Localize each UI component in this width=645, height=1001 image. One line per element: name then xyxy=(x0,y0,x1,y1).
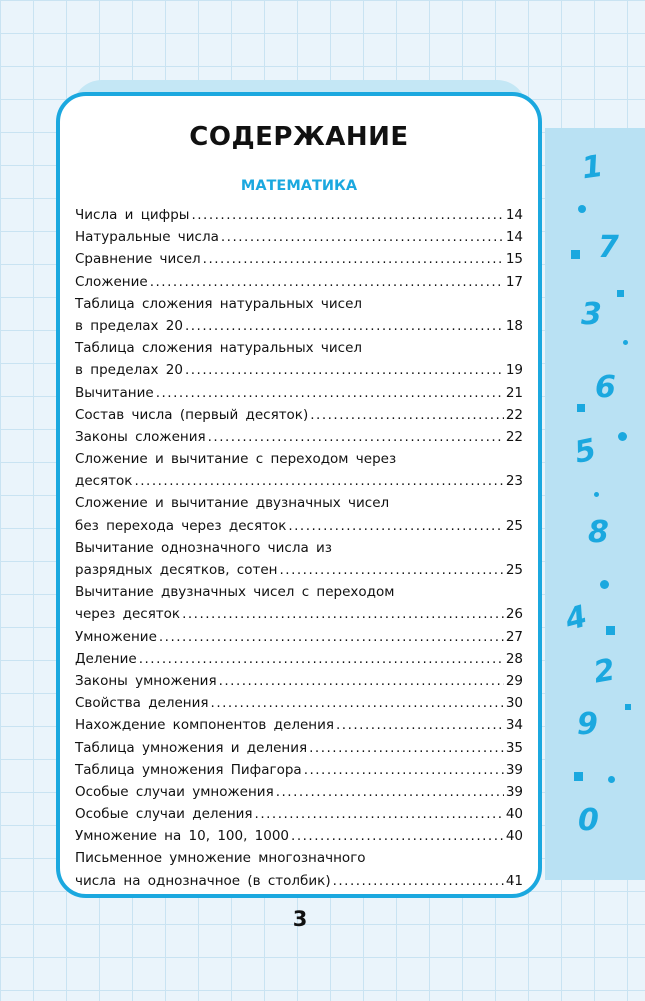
toc-entry-title: Письменное умножение многозначного xyxy=(75,850,366,867)
toc-leader-dots xyxy=(150,271,504,293)
toc-entry-title: Сравнение чисел xyxy=(75,251,201,268)
toc-entry-line xyxy=(75,847,523,869)
toc-entry-title: Числа и цифры xyxy=(75,207,190,223)
toc-leader-dots xyxy=(182,603,504,625)
toc-entry-title: Особые случаи умножения xyxy=(75,783,274,800)
toc-entry-line xyxy=(75,492,523,514)
toc-entry-line xyxy=(75,226,523,248)
decor-digit: 1 xyxy=(579,148,606,187)
toc-entry-page: 34 xyxy=(505,717,523,734)
toc-entry-title: Вычитание xyxy=(75,384,154,401)
toc-leader-dots xyxy=(310,404,504,426)
decor-dot xyxy=(578,205,586,213)
toc-entry-line xyxy=(75,626,523,648)
toc-entry-page: 14 xyxy=(505,207,523,223)
decor-square xyxy=(574,772,583,781)
toc-leader-dots xyxy=(159,626,504,648)
toc-entry-page: 27 xyxy=(505,628,523,645)
toc-entry xyxy=(75,492,523,536)
toc-entry-line xyxy=(75,714,523,736)
toc-entry-page: 15 xyxy=(505,251,523,268)
toc-entry-page: 39 xyxy=(505,761,523,778)
toc-entry-line xyxy=(75,337,523,359)
toc-entry-title: Вычитание однозначного числа из xyxy=(75,539,332,556)
toc-entry-title: через десяток xyxy=(75,606,181,623)
toc-entry xyxy=(75,537,523,581)
toc-leader-dots xyxy=(156,382,504,404)
toc-leader-dots xyxy=(203,248,504,270)
toc-entry xyxy=(75,448,523,492)
toc-leader-dots xyxy=(208,426,504,448)
toc-leader-dots xyxy=(288,515,503,537)
toc-entry xyxy=(75,737,523,759)
toc-entry-page: 18 xyxy=(505,317,523,334)
toc-entry-page: 19 xyxy=(505,362,523,379)
toc-card xyxy=(56,92,542,898)
toc-entry-line xyxy=(75,359,523,381)
toc-entry-line xyxy=(75,470,523,492)
decor-digit: 2 xyxy=(591,652,618,691)
toc-entry-line xyxy=(75,537,523,559)
toc-leader-dots xyxy=(304,759,504,781)
toc-entry-line xyxy=(75,803,523,825)
toc-entry-line xyxy=(75,248,523,270)
decor-digit: 8 xyxy=(588,515,609,550)
toc-entry-line xyxy=(75,781,523,803)
decor-dot xyxy=(623,340,628,345)
toc-leader-dots xyxy=(221,226,504,248)
toc-entry-page: 41 xyxy=(505,872,523,889)
toc-entry xyxy=(75,692,523,714)
toc-leader-dots xyxy=(134,470,503,492)
toc-entry-line xyxy=(75,293,523,315)
toc-entry-page: 17 xyxy=(505,273,523,290)
toc-entry xyxy=(75,248,523,270)
decor-square xyxy=(625,704,631,710)
toc-entry-title: Натуральные числа xyxy=(75,229,219,246)
toc-leader-dots xyxy=(276,781,504,803)
toc-entry xyxy=(75,404,523,426)
toc-entry-line xyxy=(75,559,523,581)
decor-dot xyxy=(594,492,599,497)
page-number: 3 xyxy=(292,907,308,931)
toc-entry-page: 26 xyxy=(505,606,523,623)
toc-entry xyxy=(75,847,523,891)
toc-entry-line xyxy=(75,404,523,426)
toc-entry xyxy=(75,759,523,781)
toc-entry-title: Умножение xyxy=(75,628,157,645)
toc-entry xyxy=(75,293,523,337)
toc-entry xyxy=(75,648,523,670)
toc-entry-page: 28 xyxy=(505,650,523,667)
toc-entry-page: 22 xyxy=(505,428,523,445)
toc-entry-page: 25 xyxy=(505,517,523,534)
toc-entry xyxy=(75,271,523,293)
decor-dot xyxy=(600,580,609,589)
page-title: СОДЕРЖАНИЕ xyxy=(189,122,409,152)
decor-digit: 4 xyxy=(561,598,591,639)
toc-leader-dots xyxy=(333,870,504,892)
toc-entry-line xyxy=(75,759,523,781)
toc-entry-title: Сложение и вычитание двузначных чисел xyxy=(75,495,390,512)
toc-entry xyxy=(75,581,523,625)
decor-square xyxy=(577,404,585,412)
toc-leader-dots xyxy=(185,315,504,337)
decor-dot xyxy=(618,432,627,441)
toc-list xyxy=(75,204,523,892)
toc-entry-page: 40 xyxy=(505,828,523,845)
toc-entry-page: 14 xyxy=(505,229,523,246)
toc-entry-title: Сложение и вычитание с переходом через xyxy=(75,451,397,468)
toc-leader-dots xyxy=(309,737,504,759)
toc-entry-line xyxy=(75,204,523,226)
toc-entry-line xyxy=(75,315,523,337)
toc-entry xyxy=(75,670,523,692)
toc-entry-title: Особые случаи деления xyxy=(75,806,253,823)
toc-leader-dots xyxy=(211,692,504,714)
toc-entry-title: Деление xyxy=(75,650,137,667)
toc-entry-page: 25 xyxy=(505,562,523,578)
toc-entry-title: Сложение xyxy=(75,273,148,290)
toc-entry xyxy=(75,714,523,736)
toc-leader-dots xyxy=(185,359,504,381)
side-decor-strip xyxy=(545,128,645,880)
toc-leader-dots xyxy=(280,559,504,581)
toc-entry-title: Вычитание двузначных чисел с переходом xyxy=(75,584,395,601)
decor-square xyxy=(606,626,615,635)
toc-entry-title: Таблица умножения Пифагора xyxy=(75,761,302,778)
toc-entry-title: числа на однозначное (в столбик) xyxy=(75,872,331,889)
decor-square xyxy=(617,290,624,297)
toc-entry-page: 22 xyxy=(505,406,523,423)
decor-digit: 9 xyxy=(577,707,598,742)
toc-entry-line xyxy=(75,426,523,448)
toc-entry-title: Свойства деления xyxy=(75,695,209,712)
toc-leader-dots xyxy=(291,825,504,847)
toc-entry-title: разрядных десятков, сотен xyxy=(75,562,278,578)
decor-digit: 5 xyxy=(571,432,600,471)
toc-entry-title: Умножение на 10, 100, 1000 xyxy=(75,828,290,845)
decor-digit: 0 xyxy=(578,803,599,838)
toc-entry-title: Таблица сложения натуральных чисел xyxy=(75,295,363,312)
toc-entry-line xyxy=(75,670,523,692)
toc-entry-page: 30 xyxy=(505,695,523,712)
toc-leader-dots xyxy=(191,204,503,226)
toc-entry-line xyxy=(75,870,523,892)
toc-entry-title: Законы умножения xyxy=(75,672,217,689)
toc-entry xyxy=(75,426,523,448)
toc-entry-line xyxy=(75,271,523,293)
toc-leader-dots xyxy=(219,670,504,692)
toc-entry-line xyxy=(75,648,523,670)
toc-entry xyxy=(75,337,523,381)
toc-entry xyxy=(75,781,523,803)
toc-entry-page: 35 xyxy=(505,739,523,756)
toc-entry xyxy=(75,825,523,847)
toc-entry-line xyxy=(75,825,523,847)
toc-entry-line xyxy=(75,448,523,470)
toc-entry-title: Состав числа (первый десяток) xyxy=(75,406,309,423)
toc-entry-line xyxy=(75,515,523,537)
section-title: МАТЕМАТИКА xyxy=(240,178,358,194)
toc-entry xyxy=(75,382,523,404)
toc-entry-page: 23 xyxy=(505,473,523,490)
toc-entry-page: 40 xyxy=(505,806,523,823)
decor-square xyxy=(571,250,580,259)
toc-entry-title: Таблица умножения и деления xyxy=(75,739,308,756)
toc-entry xyxy=(75,626,523,648)
toc-entry-line xyxy=(75,603,523,625)
decor-digit: 7 xyxy=(598,230,619,265)
toc-leader-dots xyxy=(336,714,504,736)
decor-digit: 3 xyxy=(581,297,602,332)
toc-entry-page: 39 xyxy=(505,783,523,800)
toc-entry-title: без перехода через десяток xyxy=(75,517,287,534)
toc-entry-title: в пределах 20 xyxy=(75,362,183,379)
toc-leader-dots xyxy=(255,803,504,825)
decor-dot xyxy=(608,776,615,783)
toc-entry xyxy=(75,204,523,226)
toc-entry-title: десяток xyxy=(75,473,133,490)
toc-entry-line xyxy=(75,737,523,759)
toc-entry-title: в пределах 20 xyxy=(75,317,183,334)
toc-entry-line xyxy=(75,382,523,404)
toc-entry-title: Таблица сложения натуральных чисел xyxy=(75,340,363,357)
toc-entry-title: Нахождение компонентов деления xyxy=(75,717,334,734)
toc-entry-line xyxy=(75,692,523,714)
toc-entry-page: 21 xyxy=(505,384,523,401)
toc-entry-line xyxy=(75,581,523,603)
toc-entry-page: 29 xyxy=(505,672,523,689)
decor-digit: 6 xyxy=(595,370,616,405)
toc-entry xyxy=(75,803,523,825)
toc-entry-title: Законы сложения xyxy=(75,428,206,445)
toc-leader-dots xyxy=(139,648,504,670)
toc-entry xyxy=(75,226,523,248)
